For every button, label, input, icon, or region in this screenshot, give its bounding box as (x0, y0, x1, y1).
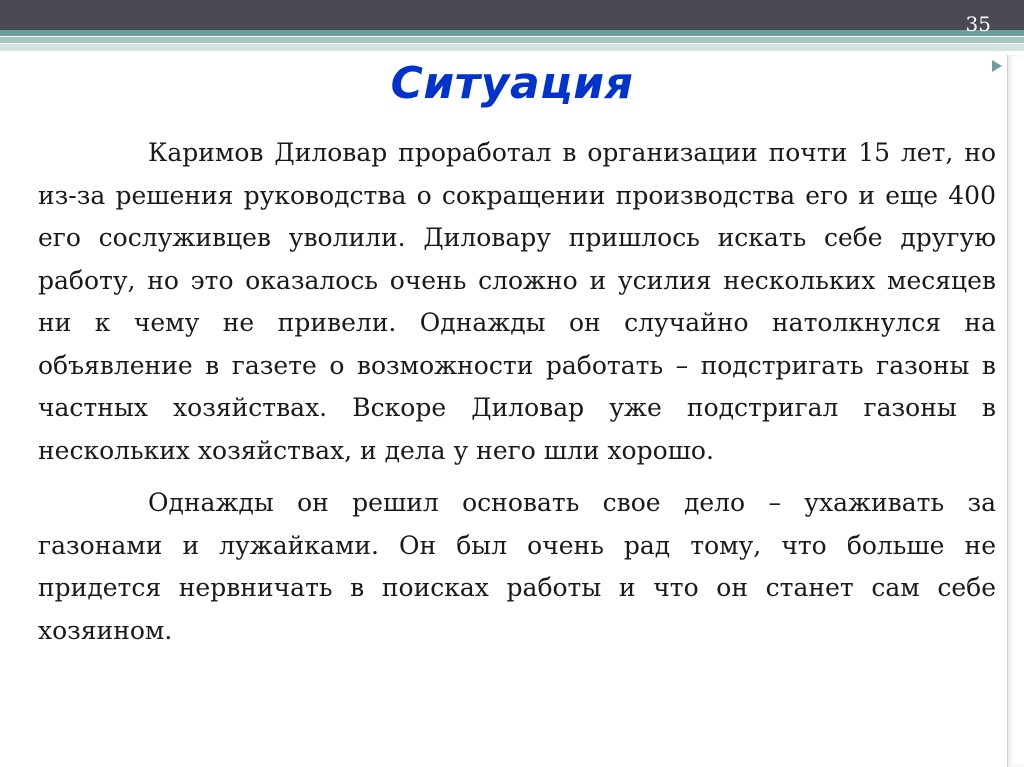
header-stripe (0, 44, 1024, 51)
paragraph: Однажды он решил основать свое дело – ухаживать за газонами и лужайками. Он был очень рад тому, что больше не придется нервничать в поисках работы и что он станет сам себе хозяином. (38, 488, 996, 645)
page-number: 35 (965, 12, 991, 36)
right-frame-border (1007, 55, 1024, 767)
header-stripe (0, 37, 1024, 43)
header-bar (0, 0, 1024, 30)
body-text (38, 132, 996, 652)
slide-title: Ситуация (390, 58, 634, 109)
paragraph: Каримов Диловар проработал в организации почти 15 лет, но из-за решения руководства о сокращении производства его и еще 400 его сослуживцев уволили. Диловару пришлось искать себе другую работу, но это оказалось очень сложно и усилия нескольких месяцев ни к чему не привели. Однажды он случайно натолкнулся на объявление в газете о возможности работать – подстригать газоны в частных хозяйствах. Вскоре Диловар уже подстригал газоны в нескольких хозяйствах, и дела у него шли хорошо. (38, 138, 996, 465)
header-stripe (0, 30, 1024, 36)
